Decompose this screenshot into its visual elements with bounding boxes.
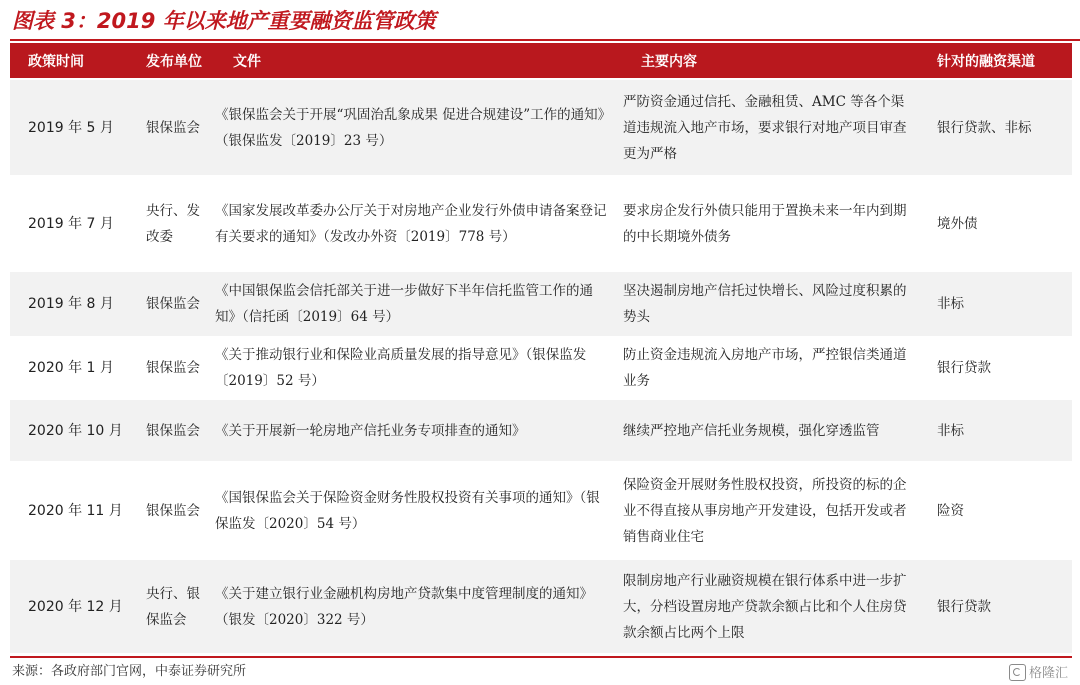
cell-main-content: 要求房企发行外债只能用于置换未来一年内到期的中长期境外债务: [623, 176, 929, 271]
table-row: [10, 462, 1072, 559]
cell-document: 《关于建立银行业金融机构房地产贷款集中度管理制度的通知》（银发〔2020〕322 号）: [215, 559, 623, 653]
source-note: 来源：各政府部门官网，中泰证券研究所: [12, 664, 247, 679]
figure-title: 图表 3：2019 年以来地产重要融资监管政策: [12, 9, 436, 33]
cell-issuer: 银保监会: [128, 399, 215, 462]
policy-table: [10, 43, 1072, 653]
cell-issuer: 央行、发改委: [128, 176, 215, 271]
cell-issuer: 银保监会: [128, 271, 215, 337]
cell-main-content: 继续严控地产信托业务规模，强化穿透监管: [623, 399, 929, 462]
cell-main-content: 严防资金通过信托、金融租赁、AMC 等各个渠道违规流入地产市场，要求银行对地产项目审查更为严格: [623, 79, 929, 176]
header-main-content: 主要内容: [623, 43, 929, 79]
watermark: [1009, 664, 1068, 684]
cell-issuer: 银保监会: [128, 462, 215, 559]
cell-document: 《关于推动银行业和保险业高质量发展的指导意见》（银保监发〔2019〕52 号）: [215, 337, 623, 399]
cell-main-content: 保险资金开展财务性股权投资，所投资的标的企业不得直接从事房地产开发建设，包括开发或者销售商业住宅: [623, 462, 929, 559]
cell-document: 《国银保监会关于保险资金财务性股权投资有关事项的通知》（银保监发〔2020〕54 号）: [215, 462, 623, 559]
cell-policy-time: 2019 年 5 月: [10, 79, 128, 176]
cell-financing-channel: 银行贷款: [929, 337, 1072, 399]
cell-main-content: 坚决遏制房地产信托过快增长、风险过度积累的势头: [623, 271, 929, 337]
table-row: [10, 176, 1072, 271]
header-document: 文件: [215, 43, 623, 79]
watermark-text: 格隆汇: [1028, 666, 1068, 681]
watermark-logo-icon: [1009, 664, 1026, 681]
cell-financing-channel: 境外债: [929, 176, 1072, 271]
table-header-row: [10, 43, 1072, 79]
bottom-rule: [10, 656, 1072, 658]
table-row: [10, 337, 1072, 399]
cell-main-content: 防止资金违规流入房地产市场，严控银信类通道业务: [623, 337, 929, 399]
table-row: [10, 559, 1072, 653]
table-row: [10, 271, 1072, 337]
cell-financing-channel: 银行贷款、非标: [929, 79, 1072, 176]
cell-document: 《银保监会关于开展“巩固治乱象成果 促进合规建设”工作的通知》（银保监发〔2019〕23 号）: [215, 79, 623, 176]
cell-policy-time: 2019 年 7 月: [10, 176, 128, 271]
cell-issuer: 银保监会: [128, 337, 215, 399]
cell-policy-time: 2019 年 8 月: [10, 271, 128, 337]
header-policy-time: 政策时间: [10, 43, 128, 79]
cell-policy-time: 2020 年 11 月: [10, 462, 128, 559]
header-issuer: 发布单位: [128, 43, 215, 79]
cell-financing-channel: 非标: [929, 399, 1072, 462]
cell-financing-channel: 银行贷款: [929, 559, 1072, 653]
cell-policy-time: 2020 年 12 月: [10, 559, 128, 653]
cell-policy-time: 2020 年 10 月: [10, 399, 128, 462]
header-financing-channel: 针对的融资渠道: [929, 43, 1072, 79]
cell-document: 《国家发展改革委办公厅关于对房地产企业发行外债申请备案登记有关要求的通知》（发改办外资〔2019〕778 号）: [215, 176, 623, 271]
cell-document: 《关于开展新一轮房地产信托业务专项排查的通知》: [215, 399, 623, 462]
title-rule: [10, 39, 1080, 41]
cell-financing-channel: 非标: [929, 271, 1072, 337]
cell-document: 《中国银保监会信托部关于进一步做好下半年信托监管工作的通知》（信托函〔2019〕64 号）: [215, 271, 623, 337]
table-row: [10, 399, 1072, 462]
cell-issuer: 央行、银保监会: [128, 559, 215, 653]
cell-main-content: 限制房地产行业融资规模在银行体系中进一步扩大，分档设置房地产贷款余额占比和个人住房贷款余额占比两个上限: [623, 559, 929, 653]
cell-issuer: 银保监会: [128, 79, 215, 176]
table-row: [10, 79, 1072, 176]
cell-financing-channel: 险资: [929, 462, 1072, 559]
cell-policy-time: 2020 年 1 月: [10, 337, 128, 399]
